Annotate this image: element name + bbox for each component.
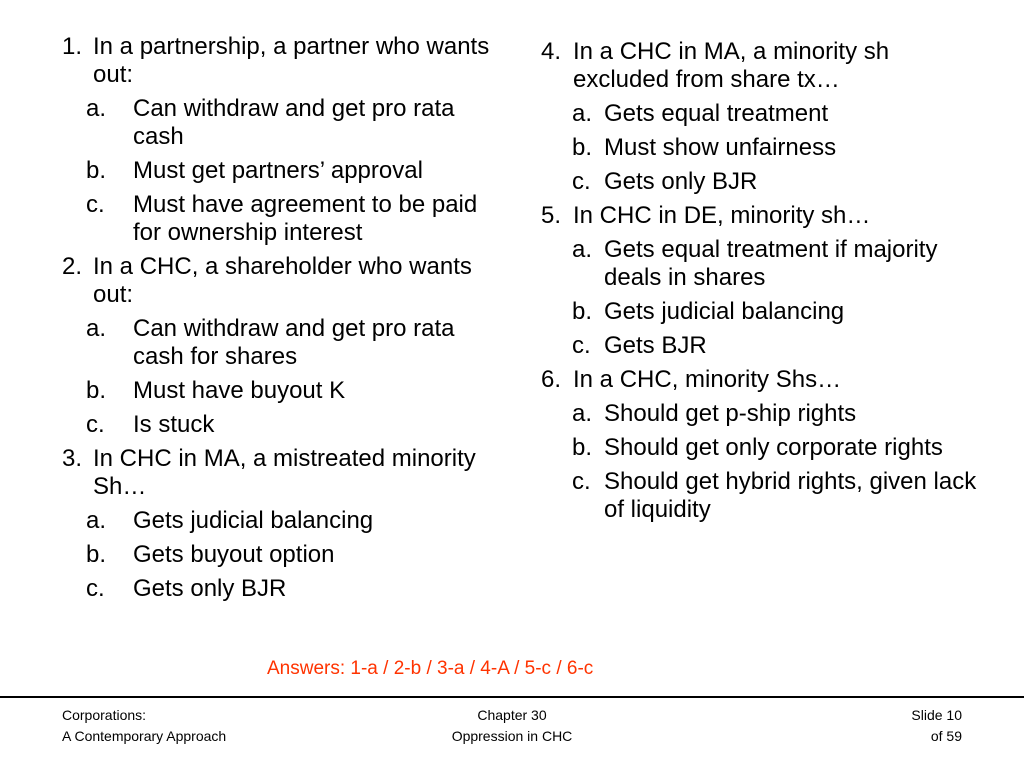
option-letter: a. xyxy=(86,507,107,534)
option-2c xyxy=(86,411,502,439)
option-6c xyxy=(572,468,981,524)
option-text: Gets judicial balancing xyxy=(133,507,374,534)
option-text: Can withdraw and get pro rata cash for shares xyxy=(133,315,455,370)
option-4a xyxy=(572,100,981,128)
option-1b xyxy=(86,157,502,185)
option-4c xyxy=(572,168,981,196)
option-text: Gets judicial balancing xyxy=(604,298,845,325)
option-text: Must get partners’ approval xyxy=(133,157,423,184)
option-letter: a. xyxy=(572,100,593,127)
question-text: In CHC in DE, minority sh… xyxy=(573,202,871,229)
option-3a xyxy=(86,507,502,535)
option-text: Should get p-ship rights xyxy=(604,400,857,427)
question-6 xyxy=(541,366,981,394)
option-letter: a. xyxy=(86,315,107,342)
footer-left-line2: A Contemporary Approach xyxy=(62,728,227,744)
option-2a xyxy=(86,315,502,371)
option-letter: c. xyxy=(572,468,591,495)
option-6b xyxy=(572,434,981,462)
option-letter: b. xyxy=(86,541,107,568)
option-text: Gets buyout option xyxy=(133,541,335,568)
option-letter: c. xyxy=(572,332,591,359)
question-1 xyxy=(62,33,502,89)
footer-chapter xyxy=(412,705,612,747)
option-letter: b. xyxy=(86,157,107,184)
option-1c xyxy=(86,191,502,247)
footer-book-title xyxy=(62,705,226,747)
option-text: Gets equal treatment if majority deals in shares xyxy=(604,236,938,291)
option-6a xyxy=(572,400,981,428)
question-number: 6. xyxy=(541,366,562,393)
question-2 xyxy=(62,253,502,309)
option-letter: c. xyxy=(86,575,105,602)
answers-line: Answers: 1-a / 2-b / 3-a / 4-A / 5-c / 6-c xyxy=(267,658,594,679)
option-text: Should get only corporate rights xyxy=(604,434,943,461)
option-5c xyxy=(572,332,981,360)
question-number: 4. xyxy=(541,38,562,65)
question-3 xyxy=(62,445,502,501)
footer-divider xyxy=(0,696,1024,698)
footer-left-line1: Corporations: xyxy=(62,707,147,723)
option-text: Can withdraw and get pro rata cash xyxy=(133,95,455,150)
question-number: 5. xyxy=(541,202,562,229)
footer-slide-number xyxy=(862,705,962,747)
question-number: 3. xyxy=(62,445,83,472)
option-text: Should get hybrid rights, given lack of liquidity xyxy=(604,468,977,523)
footer-right-line2: of 59 xyxy=(930,728,962,744)
option-3c xyxy=(86,575,502,603)
question-4 xyxy=(541,38,981,94)
question-number: 1. xyxy=(62,33,83,60)
option-letter: c. xyxy=(572,168,591,195)
footer-right-line1: Slide 10 xyxy=(911,707,962,723)
question-text: In CHC in MA, a mistreated minority Sh… xyxy=(93,445,476,500)
option-5a xyxy=(572,236,981,292)
option-letter: c. xyxy=(86,411,105,438)
option-1a xyxy=(86,95,502,151)
option-letter: b. xyxy=(572,134,593,161)
question-text: In a partnership, a partner who wants out: xyxy=(93,33,490,88)
option-letter: a. xyxy=(572,400,593,427)
option-5b xyxy=(572,298,981,326)
option-text: Gets equal treatment xyxy=(604,100,829,127)
option-2b xyxy=(86,377,502,405)
option-4b xyxy=(572,134,981,162)
option-text: Gets only BJR xyxy=(604,168,758,195)
option-text: Must have buyout K xyxy=(133,377,346,404)
footer-center-line1: Chapter 30 xyxy=(477,707,547,723)
option-letter: a. xyxy=(86,95,107,122)
option-letter: b. xyxy=(572,298,593,325)
option-letter: c. xyxy=(86,191,105,218)
option-text: Must have agreement to be paid for ownership interest xyxy=(133,191,478,246)
question-number: 2. xyxy=(62,253,83,280)
option-3b xyxy=(86,541,502,569)
question-text: In a CHC, minority Shs… xyxy=(573,366,842,393)
right-question-column xyxy=(541,38,981,530)
option-text: Gets BJR xyxy=(604,332,707,359)
question-text: In a CHC, a shareholder who wants out: xyxy=(93,253,472,308)
option-text: Is stuck xyxy=(133,411,215,438)
footer-center-line2: Oppression in CHC xyxy=(451,728,573,744)
option-letter: a. xyxy=(572,236,593,263)
question-text: In a CHC in MA, a minority sh excluded from share tx… xyxy=(573,38,890,93)
question-5 xyxy=(541,202,981,230)
option-letter: b. xyxy=(572,434,593,461)
left-question-column xyxy=(62,33,502,609)
option-text: Must show unfairness xyxy=(604,134,837,161)
option-text: Gets only BJR xyxy=(133,575,287,602)
option-letter: b. xyxy=(86,377,107,404)
